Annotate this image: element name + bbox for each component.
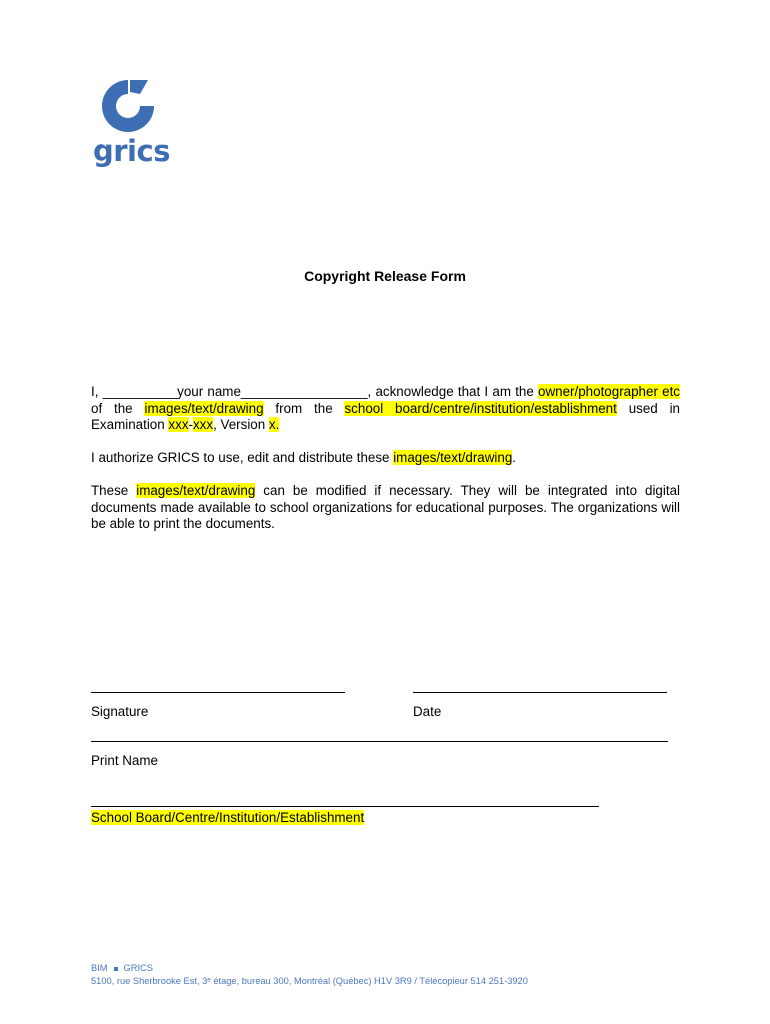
footer-address: 5100, rue Sherbrooke Est, 3ᵉ étage, bureau 300, Montréal (Québec) H1V 3R9 / Télécopieur 514 251-3920 — [91, 976, 528, 986]
highlighted-placeholder: xxx — [168, 417, 189, 432]
authorization-paragraph — [91, 450, 680, 467]
signature-label: Signature — [91, 704, 149, 719]
highlighted-placeholder: xxx — [192, 417, 214, 432]
text-segment: I authorize GRICS to use, edit and distribute these — [91, 450, 394, 465]
text-segment: your name — [177, 384, 241, 399]
print-name-line[interactable] — [91, 741, 668, 742]
establishment-line[interactable] — [91, 806, 599, 807]
page-title: Copyright Release Form — [304, 268, 466, 284]
footer-grics: GRICS — [123, 963, 153, 973]
bullet-icon — [114, 967, 118, 971]
highlighted-placeholder: school board/centre/institution/establishment — [344, 400, 617, 416]
highlighted-placeholder: x. — [268, 417, 280, 432]
grics-logo-mark — [90, 76, 170, 136]
text-segment: _________________, acknowledge that I am the — [240, 384, 539, 399]
highlighted-placeholder: School Board/Centre/Institution/Establishment — [91, 810, 365, 825]
date-line[interactable] — [413, 692, 667, 693]
grics-wordmark: grics — [93, 134, 170, 168]
usage-paragraph — [91, 483, 680, 533]
highlighted-placeholder: images/text/drawing — [393, 450, 513, 465]
text-segment: . — [512, 450, 517, 465]
text-segment: I, __________ — [91, 384, 178, 399]
text-segment: , Version — [213, 417, 269, 432]
text-segment: used in Examination — [91, 400, 680, 432]
highlighted-placeholder: images/text/drawing — [136, 483, 256, 498]
signature-line[interactable] — [91, 692, 345, 693]
text-segment: from the — [263, 400, 345, 416]
date-label: Date — [413, 704, 442, 719]
footer-bim: BIM — [91, 963, 108, 973]
footer-org — [91, 963, 153, 973]
highlighted-placeholder: images/text/drawing — [144, 400, 264, 416]
text-segment: - — [188, 417, 193, 432]
text-segment: of the — [91, 400, 145, 416]
acknowledgement-paragraph — [91, 384, 680, 434]
text-segment: can be modified if necessary. They will be integrated into digital documents made available to school organizations for educational purposes. The organizations will be able to print the documents. — [91, 483, 681, 531]
print-name-label: Print Name — [91, 753, 158, 768]
text-segment: These — [91, 483, 137, 498]
grics-logo — [90, 76, 170, 176]
establishment-label — [91, 810, 364, 825]
highlighted-placeholder: owner/photographer etc — [538, 384, 680, 399]
